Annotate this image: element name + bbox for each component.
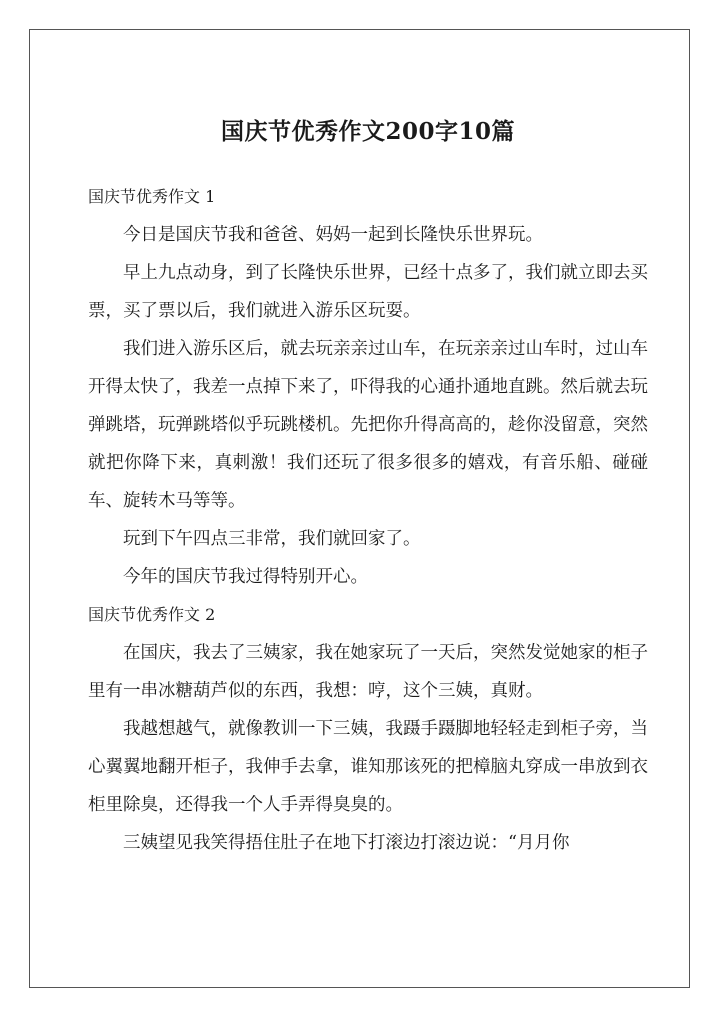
section-heading: 国庆节优秀作文 1 [88, 187, 216, 206]
paragraph: 我们进入游乐区后，就去玩亲亲过山车，在玩亲亲过山车时，过山车开得太快了，我差一点掉下来了，吓得我的心通扑通地直跳。然后就去玩弹跳塔，玩弹跳塔似乎玩跳楼机。先把你升得高高的，趁你没留意，突然就把你降下来，真刺激！我们还玩了很多很多的嬉戏，有音乐船、碰碰车、旋转木马等等。 [88, 339, 648, 511]
paragraph: 三姨望见我笑得捂住肚子在地下打滚边打滚边说：“月月你 [123, 833, 570, 853]
paragraph: 我越想越气，就像教训一下三姨，我蹑手蹑脚地轻轻走到柜子旁，当心翼翼地翻开柜子，我伸手去拿，谁知那该死的把樟脑丸穿成一串放到衣柜里除臭，还得我一个人手弄得臭臭的。 [88, 719, 648, 815]
essay-section-1 [88, 178, 648, 596]
paragraph: 今年的国庆节我过得特别开心。 [123, 567, 368, 587]
paragraph: 玩到下午四点三非常，我们就回家了。 [123, 529, 421, 549]
document-title: 国庆节优秀作文200字10篇 [220, 118, 516, 145]
paragraph: 早上九点动身，到了长隆快乐世界，已经十点多了，我们就立即去买票，买了票以后，我们就进入游乐区玩耍。 [88, 263, 648, 321]
paragraph: 在国庆，我去了三姨家，我在她家玩了一天后，突然发觉她家的柜子里有一串冰糖葫芦似的东西，我想：哼，这个三姨，真财。 [88, 643, 648, 701]
paragraph: 今日是国庆节我和爸爸、妈妈一起到长隆快乐世界玩。 [123, 225, 543, 245]
essay-section-2 [88, 596, 648, 862]
section-heading: 国庆节优秀作文 2 [88, 605, 216, 624]
document-body [88, 110, 648, 862]
